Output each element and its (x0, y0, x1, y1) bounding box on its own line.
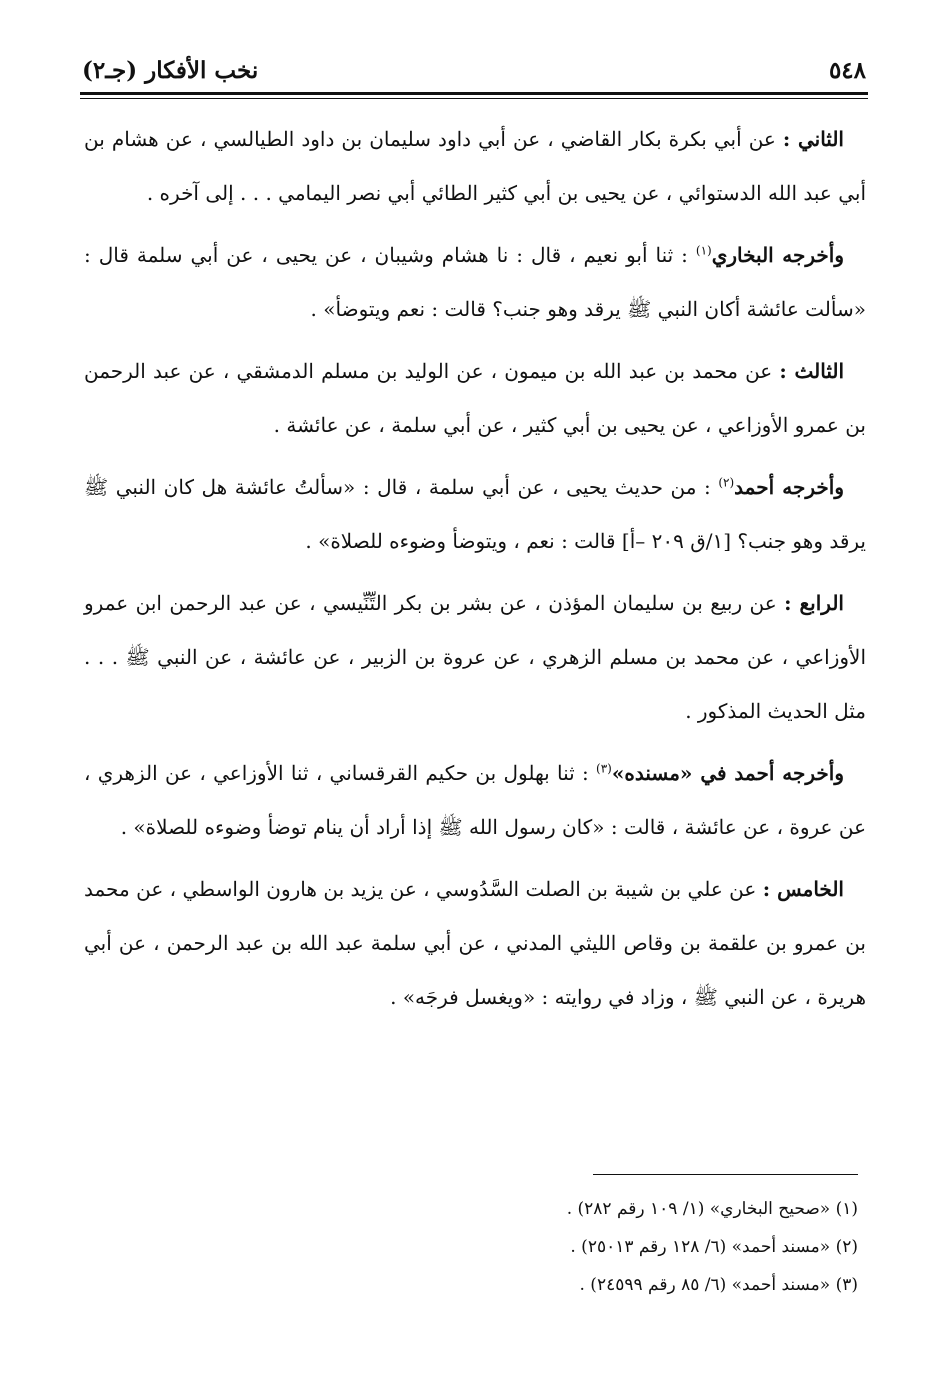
paragraph-text: عن محمد بن عبد الله بن ميمون ، عن الوليد بن مسلم الدمشقي ، عن عبد الرحمن بن عمرو الأوزاعي ، عن يحيى بن أبي كثير ، عن أبي سلمة ، عن عائشة . (84, 359, 866, 437)
paragraph-text: عن علي بن شيبة بن الصلت السَّدُوسي ، عن يزيد بن هارون الواسطي ، عن محمد بن عمرو بن علقمة بن وقاص الليثي المدني ، عن أبي سلمة عبد الله بن عبد الرحمن ، عن أبي هريرة ، عن النبي ﷺ ، وزاد في روايته : «ويغسل فرجَه» . (84, 877, 866, 1009)
page-header (82, 50, 866, 90)
paragraph-lead: الخامس : (762, 877, 844, 901)
main-text (84, 112, 866, 1032)
paragraph-lead: الثاني : (782, 127, 844, 151)
footnote-marker: (٢) (718, 475, 735, 490)
book-title: نخب الأفكار (جـ٢) (82, 56, 259, 84)
paragraph-text: : ثنا بهلول بن حكيم القرقساني ، ثنا الأوزاعي ، عن الزهري ، عن عروة ، عن عائشة ، قالت : «كان رسول الله ﷺ إذا أراد أن ينام توضأ وضوءه للصلاة» . (84, 761, 866, 839)
page-number: ٥٤٨ (828, 56, 866, 84)
paragraph (84, 862, 866, 1024)
paragraph (84, 112, 866, 220)
paragraph-lead: وأخرجه أحمد (734, 475, 844, 499)
paragraph-lead: وأخرجه أحمد في «مسنده» (611, 761, 844, 785)
footnote-divider (593, 1174, 858, 1175)
paragraph-lead: الرابع : (784, 591, 844, 615)
footnote: (٢) «مسند أحمد» (٦/ ١٢٨ رقم ٢٥٠١٣) . (570, 1237, 858, 1257)
footnote: (٣) «مسند أحمد» (٦/ ٨٥ رقم ٢٤٥٩٩) . (579, 1275, 858, 1295)
paragraph-lead: وأخرجه البخاري (711, 243, 844, 267)
paragraph-text: عن ربيع بن سليمان المؤذن ، عن بشر بن بكر التِّنِّيسي ، عن عبد الرحمن ابن عمرو الأوزاعي ، عن محمد بن مسلم الزهري ، عن عروة بن الزبير ، عن عائشة ، عن النبي ﷺ . . . مثل الحديث المذكور . (84, 591, 866, 723)
footnote-marker: (٣) (596, 761, 612, 776)
header-divider-thin (80, 98, 868, 99)
paragraph-lead: الثالث : (779, 359, 845, 383)
footnote-marker: (١) (695, 243, 712, 258)
paragraph-text: : من حديث يحيى ، عن أبي سلمة ، قال : «سألتُ عائشة هل كان النبي ﷺ يرقد وهو جنب؟ [١/ق ٢٠٩ –أ] قالت : نعم ، ويتوضأ وضوءه للصلاة» . (84, 475, 866, 553)
paragraph (84, 344, 866, 452)
paragraph (84, 576, 866, 738)
footnotes (300, 1190, 858, 1304)
header-divider (80, 92, 868, 95)
paragraph (84, 746, 866, 854)
paragraph-text: : ثنا أبو نعيم ، قال : نا هشام وشيبان ، عن يحيى ، عن أبي سلمة قال : «سألت عائشة أكان النبي ﷺ يرقد وهو جنب؟ قالت : نعم ويتوضأ» . (84, 243, 866, 321)
footnote: (١) «صحيح البخاري» (١/ ١٠٩ رقم ٢٨٢) . (566, 1199, 858, 1219)
paragraph-text: عن أبي بكرة بكار القاضي ، عن أبي داود سليمان بن داود الطيالسي ، عن هشام بن أبي عبد الله الدستوائي ، عن يحيى بن أبي كثير الطائي أبي نصر اليمامي . . . إلى آخره . (84, 127, 866, 205)
paragraph (84, 460, 866, 568)
paragraph (84, 228, 866, 336)
